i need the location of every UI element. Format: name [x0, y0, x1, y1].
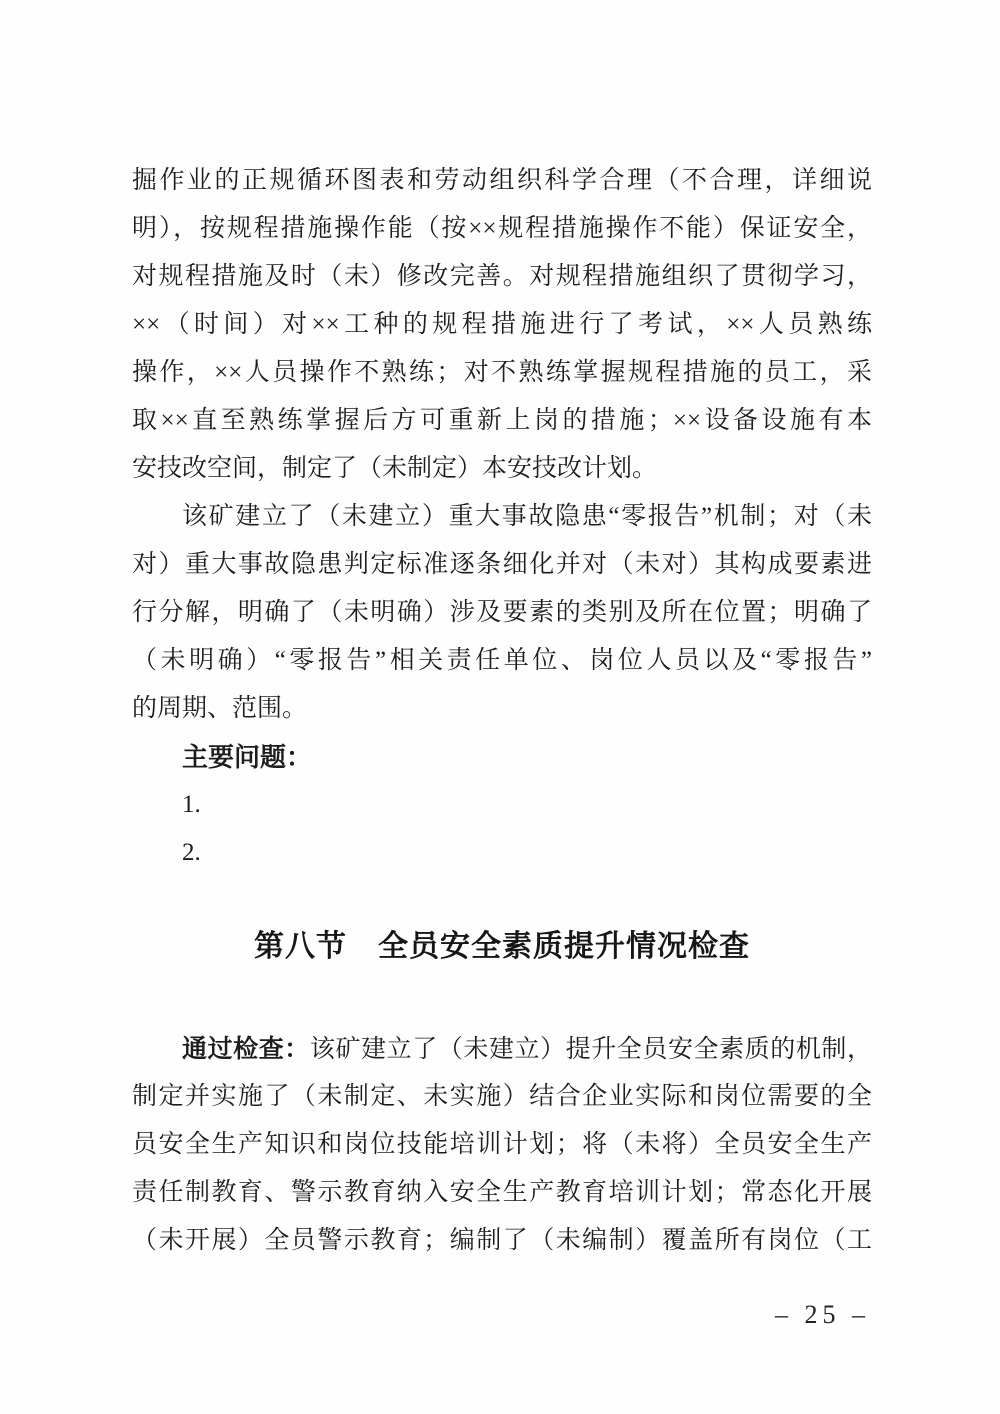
section-heading: 第八节 全员安全素质提升情况检查 — [254, 930, 750, 963]
text-line: 责任制教育、警示教育纳入安全生产教育培训计划；常态化开展 — [132, 1179, 872, 1206]
text-line: 该矿建立了（未建立）重大事故隐患“零报告”机制；对（未 — [182, 503, 872, 530]
text-line: 2. — [182, 839, 201, 866]
text-line: 通过检查：该矿建立了（未建立）提升全员安全素质的机制， — [182, 1035, 872, 1063]
bold-lead-label: 通过检查： — [182, 1035, 310, 1063]
text-line: 操作，××人员操作不熟练；对不熟练掌握规程措施的员工，采 — [132, 359, 872, 386]
text-line: 1. — [182, 791, 201, 818]
page-number: – 25 – — [775, 1300, 870, 1329]
page-body — [132, 157, 872, 1265]
text-line: 掘作业的正规循环图表和劳动组织科学合理（不合理，详细说 — [132, 167, 872, 194]
text-line: （未明确）“零报告”相关责任单位、岗位人员以及“零报告” — [132, 647, 872, 674]
body-text-top — [132, 157, 872, 877]
text-line: 制定并实施了（未制定、未实施）结合企业实际和岗位需要的全 — [132, 1083, 872, 1110]
text-line: 对规程措施及时（未）修改完善。对规程措施组织了贯彻学习， — [132, 263, 872, 290]
text-line: 行分解，明确了（未明确）涉及要素的类别及所在位置；明确了 — [132, 599, 872, 626]
text-line: （未开展）全员警示教育；编制了（未编制）覆盖所有岗位（工 — [132, 1227, 872, 1254]
text-line: ××（时间）对××工种的规程措施进行了考试，××人员熟练 — [132, 311, 872, 338]
text-line: 明），按规程措施操作能（按××规程措施操作不能）保证安全， — [132, 215, 872, 242]
text-line: 对）重大事故隐患判定标准逐条细化并对（未对）其构成要素进 — [132, 551, 872, 578]
text-line: 员安全生产知识和岗位技能培训计划；将（未将）全员安全生产 — [132, 1131, 872, 1158]
body-text-bottom — [132, 1025, 872, 1265]
text-line: 安技改空间，制定了（未制定）本安技改计划。 — [132, 455, 658, 482]
text-line: 取××直至熟练掌握后方可重新上岗的措施；××设备设施有本 — [132, 407, 872, 434]
text-line: 的周期、范围。 — [132, 695, 308, 722]
subheading-line: 主要问题： — [182, 742, 313, 772]
